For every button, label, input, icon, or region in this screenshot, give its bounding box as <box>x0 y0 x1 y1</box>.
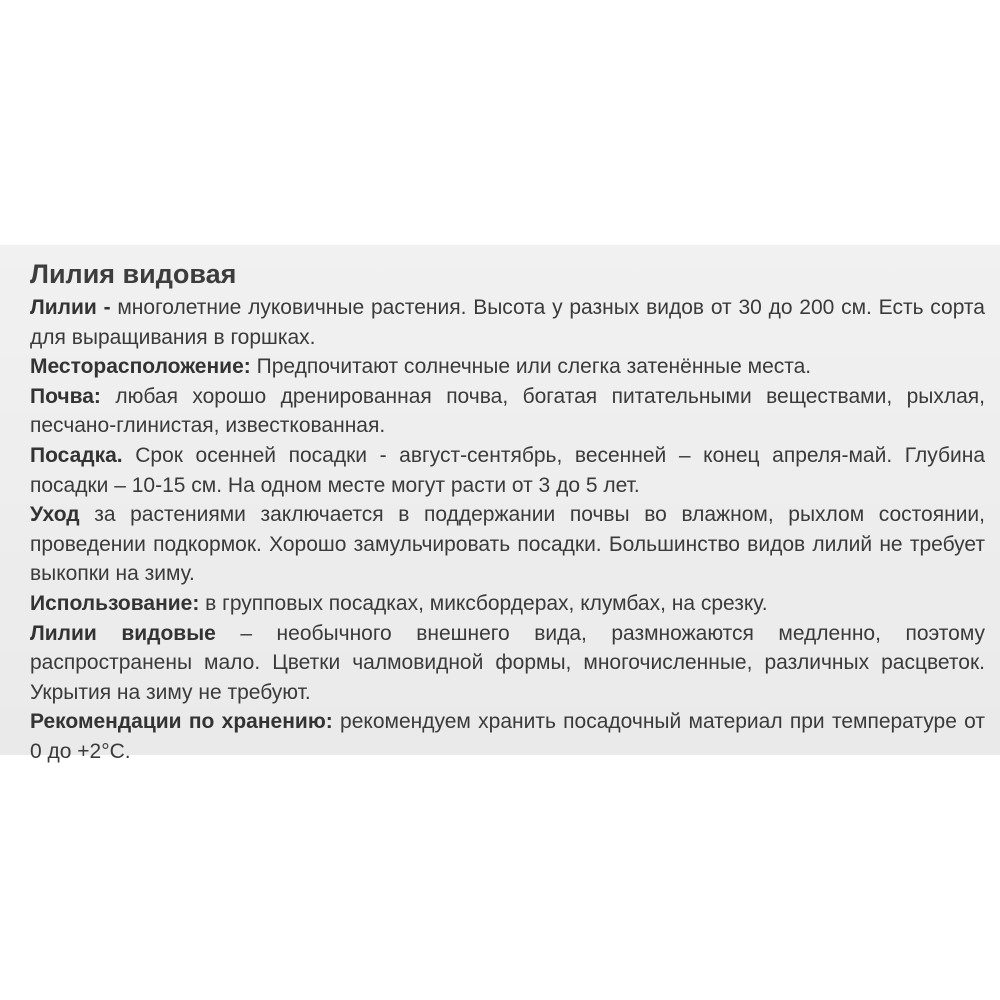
paragraph-planting <box>30 441 985 500</box>
label-text-block <box>30 258 985 767</box>
paragraph-text: – необычного внешнего вида, размножаются медленно, поэтому распространены мало. Цветки чалмовидной формы, многочисленные, различных расцветок. Укрытия на зиму не требуют. <box>30 621 985 704</box>
paragraph-soil <box>30 382 985 441</box>
paragraph-term: Месторасположение: <box>30 355 251 379</box>
paragraph-text: Срок осенней посадки - август-сентябрь, весенней – конец апреля-май. Глубина посадки – 10-15 см. На одном месте могут расти от 3 до 5 лет. <box>30 443 985 497</box>
paragraph-location <box>30 352 985 382</box>
paragraph-term: Почва: <box>30 384 101 408</box>
paragraph-usage <box>30 589 985 619</box>
paragraph-text: многолетние луковичные растения. Высота у разных видов от 30 до 200 см. Есть сорта для выращивания в горшках. <box>30 296 985 349</box>
paragraph-term: Использование: <box>30 591 200 615</box>
paragraph-text: любая хорошо дренированная почва, богатая питательными веществами, рыхлая, песчано-глинистая, известкованная. <box>30 384 985 438</box>
paragraph-term: Лилии - <box>30 296 111 319</box>
label-title: Лилия видовая <box>30 259 237 289</box>
paragraph-term: Рекомендации по хранению: <box>30 710 333 734</box>
paragraph-care <box>30 500 985 589</box>
paragraph-storage <box>30 707 985 766</box>
paragraph-description <box>30 293 985 352</box>
paragraph-text: за растениями заключается в поддержании почвы во влажном, рыхлом состоянии, проведении подкормок. Хорошо замульчировать посадки. Большинство видов лилий не требует выкопки на зиму. <box>30 503 985 586</box>
paragraph-term: Уход <box>30 503 80 527</box>
paragraph-species <box>30 619 985 708</box>
paragraph-text: в групповых посадках, миксбордерах, клумбах, на срезку. <box>199 591 768 615</box>
paragraph-term: Посадка. <box>30 443 123 467</box>
paragraph-term: Лилии видовые <box>30 621 216 645</box>
paragraph-text: рекомендуем хранить посадочный материал при температуре от 0 до +2°С. <box>30 710 985 763</box>
paragraph-text: Предпочитают солнечные или слегка затенённые места. <box>250 355 812 379</box>
